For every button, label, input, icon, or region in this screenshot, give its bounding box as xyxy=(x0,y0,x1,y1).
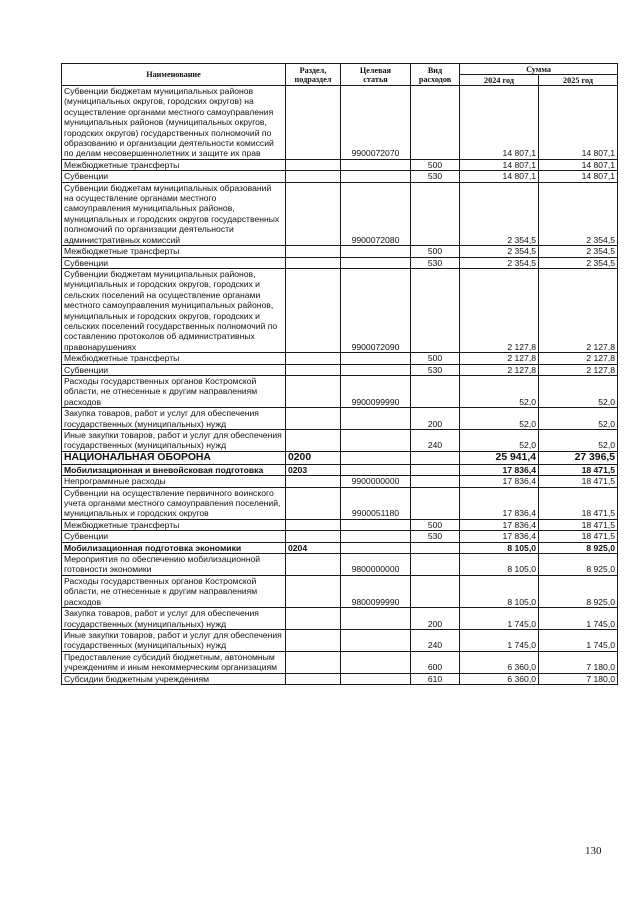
row-section-code xyxy=(286,159,341,170)
row-section-code: 0204 xyxy=(286,542,341,553)
row-amount-2025: 18 471,5 xyxy=(539,464,618,475)
row-name: Межбюджетные трансферты xyxy=(62,159,286,170)
table-row xyxy=(62,246,618,257)
header-article xyxy=(341,64,411,86)
row-expense-type: 610 xyxy=(411,673,460,684)
row-article-code xyxy=(341,171,411,182)
row-expense-type: 530 xyxy=(411,257,460,268)
row-amount-2025: 18 471,5 xyxy=(539,487,618,519)
row-amount-2024: 2 127,8 xyxy=(460,268,539,352)
row-name: Непрограммные расходы xyxy=(62,476,286,487)
row-article-code: 9800000000 xyxy=(341,554,411,576)
table-row xyxy=(62,487,618,519)
table-row xyxy=(62,531,618,542)
row-amount-2024: 8 105,0 xyxy=(460,575,539,607)
row-expense-type xyxy=(411,476,460,487)
table-row xyxy=(62,375,618,407)
row-amount-2025: 2 127,8 xyxy=(539,353,618,364)
row-name: Субвенции xyxy=(62,257,286,268)
row-expense-type xyxy=(411,451,460,464)
header-article-line2: статья xyxy=(363,74,388,84)
row-amount-2025: 18 471,5 xyxy=(539,519,618,530)
row-article-code xyxy=(341,430,411,452)
row-section-code xyxy=(286,476,341,487)
row-section-code: 0200 xyxy=(286,451,341,464)
row-expense-type xyxy=(411,182,460,245)
row-article-code: 9900051180 xyxy=(341,487,411,519)
row-expense-type: 530 xyxy=(411,171,460,182)
row-section-code xyxy=(286,487,341,519)
row-article-code xyxy=(341,673,411,684)
row-amount-2025: 8 925,0 xyxy=(539,575,618,607)
row-section-code xyxy=(286,171,341,182)
table-row xyxy=(62,353,618,364)
row-section-code xyxy=(286,353,341,364)
header-section-line1: Раздел, xyxy=(299,65,327,75)
header-section xyxy=(286,64,341,86)
row-article-code xyxy=(341,608,411,630)
row-amount-2024: 2 127,8 xyxy=(460,364,539,375)
header-section-line2: подраздел xyxy=(294,74,332,84)
row-expense-type: 500 xyxy=(411,353,460,364)
row-amount-2024: 52,0 xyxy=(460,430,539,452)
row-section-code xyxy=(286,575,341,607)
row-expense-type: 500 xyxy=(411,159,460,170)
row-amount-2025: 7 180,0 xyxy=(539,673,618,684)
row-name: Мобилизационная и вневойсковая подготовка xyxy=(62,464,286,475)
header-type-line2: расходов xyxy=(418,74,452,84)
row-article-code xyxy=(341,353,411,364)
row-section-code xyxy=(286,554,341,576)
row-section-code xyxy=(286,430,341,452)
row-amount-2024: 17 836,4 xyxy=(460,476,539,487)
table-row xyxy=(62,629,618,651)
row-section-code xyxy=(286,375,341,407)
row-name: Субвенции xyxy=(62,531,286,542)
row-amount-2024: 17 836,4 xyxy=(460,464,539,475)
page-number: 130 xyxy=(585,845,602,857)
row-expense-type: 200 xyxy=(411,608,460,630)
row-expense-type: 600 xyxy=(411,651,460,673)
row-expense-type xyxy=(411,542,460,553)
row-name: Межбюджетные трансферты xyxy=(62,519,286,530)
row-amount-2024: 8 105,0 xyxy=(460,542,539,553)
row-amount-2025: 18 471,5 xyxy=(539,476,618,487)
row-article-code: 9900099990 xyxy=(341,375,411,407)
table-row xyxy=(62,86,618,160)
row-amount-2025: 8 925,0 xyxy=(539,542,618,553)
row-name: Закупка товаров, работ и услуг для обеспечения государственных (муниципальных) нужд xyxy=(62,408,286,430)
row-article-code xyxy=(341,257,411,268)
row-expense-type xyxy=(411,268,460,352)
row-section-code xyxy=(286,673,341,684)
row-amount-2024: 52,0 xyxy=(460,375,539,407)
row-section-code xyxy=(286,268,341,352)
row-amount-2024: 25 941,4 xyxy=(460,451,539,464)
table-row xyxy=(62,575,618,607)
row-amount-2025: 2 127,8 xyxy=(539,364,618,375)
row-amount-2024: 14 807,1 xyxy=(460,159,539,170)
row-name: Расходы государственных органов Костромской области, не отнесенные к другим направлениям расходов xyxy=(62,375,286,407)
header-name: Наименование xyxy=(62,64,286,86)
row-name: Субвенции на осуществление первичного воинского учета органами местного самоуправления поселений, муниципальных и городских округов xyxy=(62,487,286,519)
row-expense-type: 530 xyxy=(411,364,460,375)
row-article-code xyxy=(341,246,411,257)
row-section-code xyxy=(286,408,341,430)
row-name: Иные закупки товаров, работ и услуг для обеспечения государственных (муниципальных) нужд xyxy=(62,629,286,651)
row-article-code xyxy=(341,408,411,430)
row-expense-type xyxy=(411,554,460,576)
table-row xyxy=(62,651,618,673)
row-article-code xyxy=(341,519,411,530)
row-name: Предоставление субсидий бюджетным, автономным учреждениям и иным некоммерческим организациям xyxy=(62,651,286,673)
row-article-code xyxy=(341,629,411,651)
row-expense-type xyxy=(411,86,460,160)
row-article-code: 9900072090 xyxy=(341,268,411,352)
row-expense-type: 500 xyxy=(411,519,460,530)
row-name: Субвенции бюджетам муниципальных образований на осуществление органами местного самоуправления муниципальных районов, муниципальных и городских округов государственных полномочий по организации деятельности административных комиссий xyxy=(62,182,286,245)
row-article-code: 9800099990 xyxy=(341,575,411,607)
row-amount-2025: 2 127,8 xyxy=(539,268,618,352)
table-row xyxy=(62,673,618,684)
row-amount-2024: 6 360,0 xyxy=(460,673,539,684)
row-amount-2025: 27 396,5 xyxy=(539,451,618,464)
row-amount-2025: 2 354,5 xyxy=(539,246,618,257)
row-expense-type: 240 xyxy=(411,629,460,651)
row-amount-2024: 14 807,1 xyxy=(460,171,539,182)
row-expense-type: 200 xyxy=(411,408,460,430)
header-expense-type xyxy=(411,64,460,86)
row-amount-2024: 17 836,4 xyxy=(460,531,539,542)
row-article-code: 9900072080 xyxy=(341,182,411,245)
row-article-code xyxy=(341,531,411,542)
row-expense-type: 500 xyxy=(411,246,460,257)
header-article-line1: Целевая xyxy=(359,65,392,75)
row-amount-2025: 52,0 xyxy=(539,408,618,430)
table-row xyxy=(62,430,618,452)
row-name: Закупка товаров, работ и услуг для обеспечения государственных (муниципальных) нужд xyxy=(62,608,286,630)
table-row xyxy=(62,171,618,182)
header-year-2024: 2024 год xyxy=(460,75,539,86)
table-row xyxy=(62,519,618,530)
table-row xyxy=(62,257,618,268)
budget-sheet xyxy=(61,63,617,685)
row-name: Мобилизационная подготовка экономики xyxy=(62,542,286,553)
budget-table xyxy=(61,63,618,685)
row-section-code xyxy=(286,246,341,257)
row-amount-2024: 1 745,0 xyxy=(460,629,539,651)
header-year-2025: 2025 год xyxy=(539,75,618,86)
row-amount-2025: 1 745,0 xyxy=(539,629,618,651)
row-section-code xyxy=(286,531,341,542)
row-section-code xyxy=(286,608,341,630)
row-section-code xyxy=(286,86,341,160)
table-row xyxy=(62,408,618,430)
header-sum: Сумма xyxy=(460,64,618,75)
row-section-code xyxy=(286,651,341,673)
row-article-code xyxy=(341,364,411,375)
row-amount-2025: 52,0 xyxy=(539,430,618,452)
row-name: Межбюджетные трансферты xyxy=(62,353,286,364)
table-row xyxy=(62,451,618,464)
row-name: Субвенции xyxy=(62,171,286,182)
table-row xyxy=(62,159,618,170)
row-amount-2024: 2 354,5 xyxy=(460,246,539,257)
row-amount-2025: 52,0 xyxy=(539,375,618,407)
row-article-code xyxy=(341,651,411,673)
row-name: Субвенции бюджетам муниципальных районов (муниципальных округов, городских округов) на осуществление органами местного самоуправления муниципальных районов (муниципальных округов, городских округов) государственных полномочий по образованию и организации деятельности комиссий по делам несовершеннолетних и защите их прав xyxy=(62,86,286,160)
row-article-code xyxy=(341,464,411,475)
row-article-code xyxy=(341,159,411,170)
table-row xyxy=(62,542,618,553)
row-amount-2024: 2 354,5 xyxy=(460,257,539,268)
row-name: Иные закупки товаров, работ и услуг для обеспечения государственных (муниципальных) нужд xyxy=(62,430,286,452)
table-row xyxy=(62,608,618,630)
row-amount-2024: 2 127,8 xyxy=(460,353,539,364)
row-section-code xyxy=(286,182,341,245)
row-amount-2024: 17 836,4 xyxy=(460,487,539,519)
row-section-code xyxy=(286,629,341,651)
row-amount-2025: 1 745,0 xyxy=(539,608,618,630)
row-article-code xyxy=(341,451,411,464)
table-row xyxy=(62,464,618,475)
row-amount-2025: 14 807,1 xyxy=(539,159,618,170)
table-row xyxy=(62,182,618,245)
row-amount-2024: 17 836,4 xyxy=(460,519,539,530)
row-name: Мероприятия по обеспечению мобилизационной готовности экономики xyxy=(62,554,286,576)
row-name: Субвенции xyxy=(62,364,286,375)
header-type-line1: Вид xyxy=(427,65,443,75)
table-row xyxy=(62,476,618,487)
row-name: Расходы государственных органов Костромской области, не отнесенные к другим направлениям расходов xyxy=(62,575,286,607)
table-row xyxy=(62,268,618,352)
row-amount-2025: 2 354,5 xyxy=(539,257,618,268)
row-amount-2024: 2 354,5 xyxy=(460,182,539,245)
row-amount-2025: 14 807,1 xyxy=(539,171,618,182)
row-section-code xyxy=(286,364,341,375)
row-name: Субвенции бюджетам муниципальных районов, муниципальных и городских округов, городских и сельских поселений на осуществление органами местного самоуправления муниципальных районов, муниципальных и городских округов, городских и сельских поселений государственных полномочий по составлению протоколов об административных правонарушениях xyxy=(62,268,286,352)
table-row xyxy=(62,554,618,576)
row-amount-2024: 8 105,0 xyxy=(460,554,539,576)
row-name: НАЦИОНАЛЬНАЯ ОБОРОНА xyxy=(62,451,286,464)
row-expense-type xyxy=(411,375,460,407)
row-amount-2025: 7 180,0 xyxy=(539,651,618,673)
row-amount-2025: 2 354,5 xyxy=(539,182,618,245)
row-section-code xyxy=(286,519,341,530)
row-expense-type: 240 xyxy=(411,430,460,452)
table-row xyxy=(62,364,618,375)
budget-table-body xyxy=(62,86,618,685)
row-name: Субсидии бюджетным учреждениям xyxy=(62,673,286,684)
row-expense-type xyxy=(411,487,460,519)
row-amount-2024: 6 360,0 xyxy=(460,651,539,673)
row-expense-type xyxy=(411,575,460,607)
row-amount-2025: 14 807,1 xyxy=(539,86,618,160)
row-amount-2024: 52,0 xyxy=(460,408,539,430)
row-amount-2025: 18 471,5 xyxy=(539,531,618,542)
row-amount-2025: 8 925,0 xyxy=(539,554,618,576)
row-amount-2024: 14 807,1 xyxy=(460,86,539,160)
row-article-code xyxy=(341,542,411,553)
row-article-code: 9900072070 xyxy=(341,86,411,160)
row-section-code: 0203 xyxy=(286,464,341,475)
row-article-code: 9900000000 xyxy=(341,476,411,487)
row-name: Межбюджетные трансферты xyxy=(62,246,286,257)
row-amount-2024: 1 745,0 xyxy=(460,608,539,630)
row-section-code xyxy=(286,257,341,268)
row-expense-type xyxy=(411,464,460,475)
row-expense-type: 530 xyxy=(411,531,460,542)
